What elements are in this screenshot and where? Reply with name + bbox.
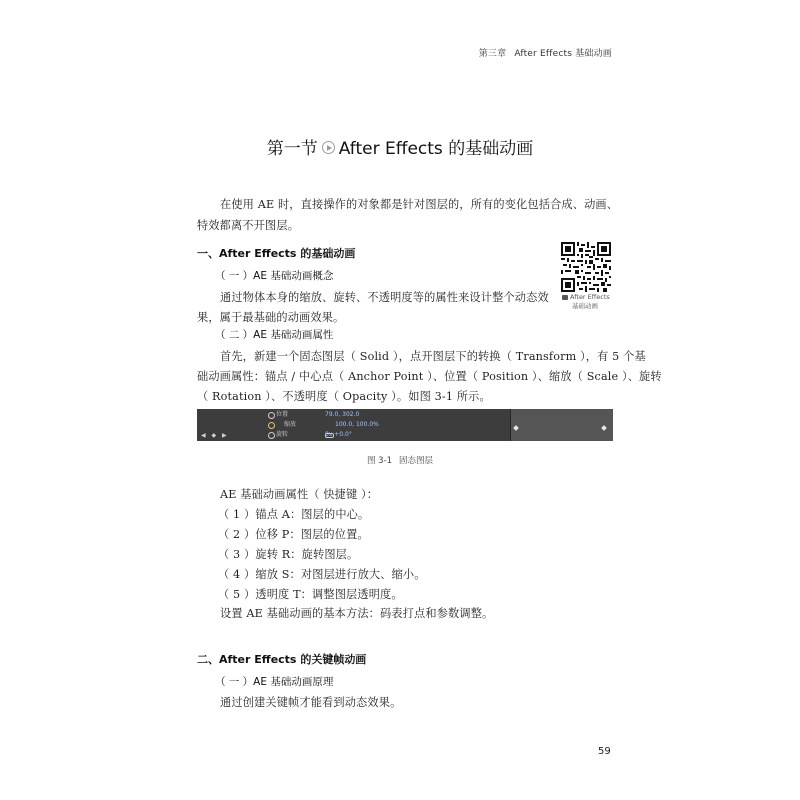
figure-number: 图 3-1 (366, 456, 393, 466)
stopwatch-icon (268, 412, 275, 419)
property-value: 100.0, 100.0% (335, 421, 379, 428)
subheading-1: （ 一 ）AE 基础动画概念 (215, 270, 334, 282)
property-label: 位置 (276, 411, 289, 418)
qr-caption (562, 293, 610, 311)
sub2-line-2: 础动画属性：锚点 / 中心点（ Anchor Point ）、位置（ Position ）、缩放（ Scale ）、旋转 (197, 370, 662, 383)
section-prefix: 第一节 (266, 139, 318, 159)
shortcut-item: （ 2 ）位移 P：图层的位置。 (218, 528, 369, 541)
heading-2: 二、After Effects 的关键帧动画 (197, 653, 367, 666)
sub1-line-1: 通过物体本身的缩放、旋转、不透明度等的属性来设计整个动态效 (220, 291, 549, 304)
shortcut-item: （ 5 ）透明度 T：调整图层透明度。 (218, 588, 403, 601)
shortcut-item: （ 1 ）锚点 A：图层的中心。 (218, 508, 370, 521)
chapter-number: 第三章 (478, 49, 507, 59)
shortcut-item: （ 3 ）旋转 R：旋转图层。 (218, 548, 359, 561)
property-label: 旋转 (276, 431, 289, 438)
qr-caption-line-2: 基础动画 (572, 302, 598, 310)
subheading-3: （ 一 ）AE 基础动画原理 (215, 676, 334, 688)
page-number: 59 (598, 746, 611, 757)
qr-caption-line-1: After Effects (570, 293, 610, 301)
figure-timeline-panel (197, 409, 613, 441)
intro-line-1: 在使用 AE 时，直接操作的对象都是针对图层的，所有的变化包括合成、动画、 (220, 198, 619, 211)
stopwatch-icon (268, 422, 275, 429)
timeline-area (511, 409, 613, 441)
sub2-line-3: （ Rotation ）、不透明度（ Opacity ）。如图 3-1 所示。 (197, 390, 491, 403)
section-title-text: After Effects 的基础动画 (338, 139, 534, 159)
qr-code[interactable] (561, 242, 611, 292)
shortcut-item: （ 4 ）缩放 S：对图层进行放大、缩小。 (218, 568, 426, 581)
sub2-line-1: 首先，新建一个固态图层（ Solid ），点开图层下的转换（ Transform ），有 5 个基 (220, 350, 646, 363)
method-line: 设置 AE 基础动画的基本方法：码表打点和参数调整。 (220, 607, 494, 620)
figure-caption-text: 固态图层 (399, 456, 434, 466)
keyframe-navigator-icon: ◀ ◆ ▶ (201, 432, 229, 439)
property-value: 0x +0.0° (325, 431, 352, 438)
subheading-2: （ 二 ）AE 基础动画属性 (215, 329, 334, 341)
figure-caption (0, 454, 800, 466)
property-row-position (197, 410, 510, 420)
video-icon (562, 295, 568, 300)
intro-line-2: 特效都离不开图层。 (197, 219, 300, 232)
sub3-line-1: 通过创建关键帧才能看到动态效果。 (220, 696, 402, 709)
running-header (479, 46, 612, 59)
section-title (0, 134, 800, 159)
play-circle-icon (322, 141, 335, 154)
chapter-title: After Effects 基础动画 (514, 49, 612, 59)
heading-1: 一、After Effects 的基础动画 (197, 247, 356, 260)
sub1-line-2: 果，属于最基础的动画效果。 (197, 311, 345, 324)
stopwatch-icon (268, 432, 275, 439)
shortcuts-title: AE 基础动画属性（ 快捷键 ）： (220, 488, 379, 501)
property-row-rotation (197, 430, 510, 440)
property-label: 缩放 (284, 421, 297, 428)
property-value: 79.0, 302.0 (325, 411, 360, 418)
